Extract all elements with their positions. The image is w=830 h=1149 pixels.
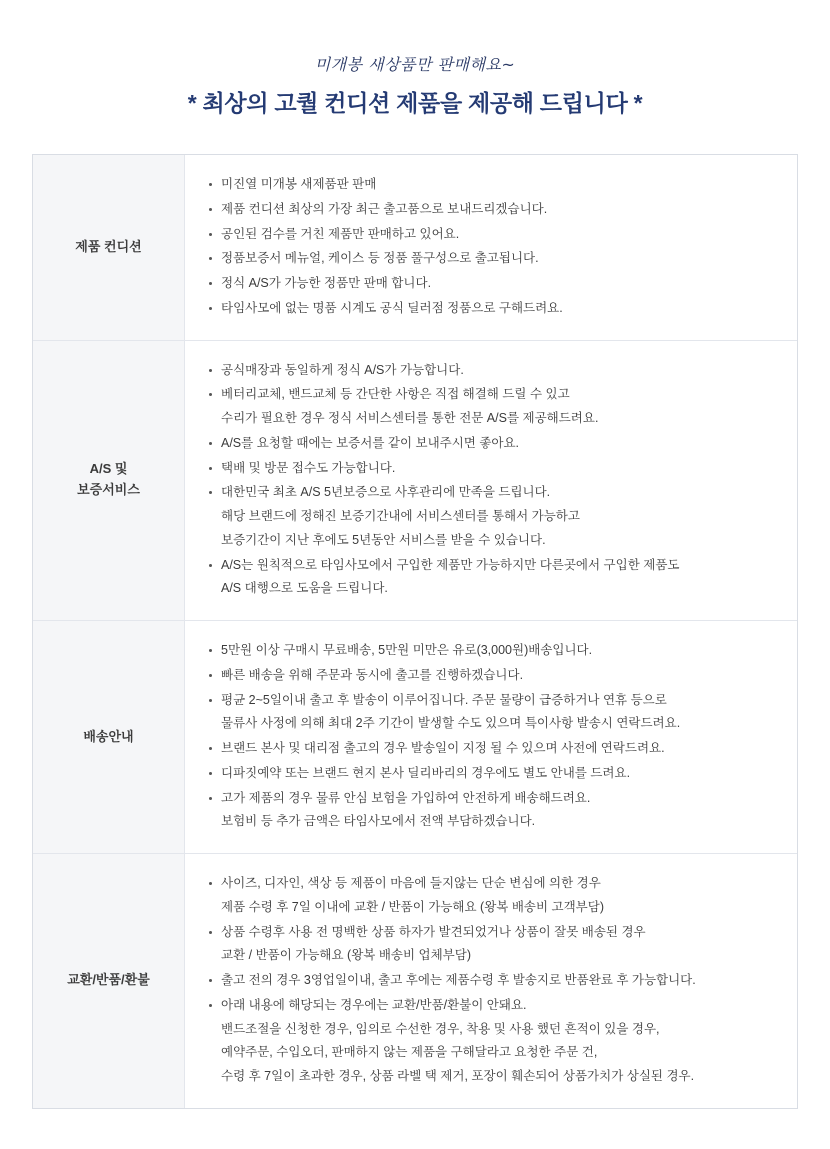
row-header-exchange-return-refund: 교환/반품/환불	[33, 854, 185, 1108]
list-item	[207, 737, 781, 761]
list-line: 밴드조절을 신청한 경우, 임의로 수선한 경우, 착용 및 사용 했던 흔적이 있을 경우,	[221, 1021, 660, 1036]
list-line: 베터리교체, 밴드교체 등 간단한 사항은 직접 해결해 드릴 수 있고	[221, 387, 570, 402]
list-line: A/S를 요청할 때에는 보증서를 같이 보내주시면 좋아요.	[221, 435, 520, 450]
list-line: 디파짓예약 또는 브랜드 현지 본사 딜리바리의 경우에도 별도 안내를 드려요.	[221, 765, 631, 780]
list-line: 수령 후 7일이 초과한 경우, 상품 라벨 택 제거, 포장이 훼손되어 상품가치가 상실된 경우.	[221, 1069, 695, 1083]
row-header-product-condition: 제품 컨디션	[33, 155, 185, 340]
bottom-spacer	[0, 1109, 830, 1149]
list-line: 예약주문, 수입오더, 판매하지 않는 제품을 구해달라고 요청한 주문 건,	[221, 1045, 598, 1060]
row-body-exchange-return-refund	[185, 854, 797, 1108]
list-line: A/S 대행으로 도움을 드립니다.	[221, 581, 388, 596]
list-item	[207, 272, 781, 296]
list-line: 해당 브랜드에 정해진 보증기간내에 서비스센터를 통해서 가능하고	[221, 509, 580, 523]
list-line: 제품 수령 후 7일 이내에 교환 / 반품이 가능해요 (왕복 배송비 고객부담)	[221, 899, 604, 914]
list-item	[207, 198, 781, 222]
list-item	[207, 432, 781, 456]
list-line: 평균 2~5일이내 출고 후 발송이 이루어집니다. 주문 물량이 급증하거나 연휴 등으로	[221, 692, 667, 707]
list-line: 타임사모에 없는 명품 시계도 공식 딜러점 정품으로 구해드려요.	[221, 300, 563, 315]
list-line: 수리가 필요한 경우 정식 서비스센터를 통한 전문 A/S를 제공해드려요.	[221, 411, 599, 425]
row-header-line: A/S 및	[89, 461, 128, 477]
list-item	[207, 457, 781, 481]
list-line: 출고 전의 경우 3영업일이내, 출고 후에는 제품수령 후 발송지로 반품완료 후 가능합니다.	[221, 973, 696, 987]
list-item	[207, 554, 781, 602]
row-body-as-warranty	[185, 341, 797, 621]
list-line: 보증기간이 지난 후에도 5년동안 서비스를 받을 수 있습니다.	[221, 532, 546, 547]
list-item	[207, 787, 781, 835]
bullet-list	[207, 639, 781, 834]
page-subtitle: 미개봉 새상품만 판매해요~	[314, 55, 516, 74]
row-header-as-warranty	[33, 341, 185, 621]
list-line: 물류사 사정에 의해 최대 2주 기간이 발생할 수도 있으며 특이사항 발송시 연락드려요.	[221, 716, 681, 731]
list-line: 사이즈, 디자인, 색상 등 제품이 마음에 들지않는 단순 변심에 의한 경우	[221, 876, 601, 890]
row-header-line: 보증서비스	[77, 482, 140, 498]
row-body-shipping	[185, 621, 797, 853]
list-line: 택배 및 방문 접수도 가능합니다.	[221, 460, 396, 475]
list-item	[207, 689, 781, 737]
list-item	[207, 762, 781, 786]
list-item	[207, 969, 781, 993]
list-item	[207, 639, 781, 663]
list-line: 아래 내용에 해당되는 경우에는 교환/반품/환불이 안돼요.	[221, 997, 527, 1012]
table-row	[33, 341, 797, 622]
list-item	[207, 994, 781, 1089]
list-line: 고가 제품의 경우 물류 안심 보험을 가입하여 안전하게 배송해드려요.	[221, 790, 591, 805]
list-line: 정품보증서 메뉴얼, 케이스 등 정품 풀구성으로 출고됩니다.	[221, 251, 539, 266]
list-item	[207, 359, 781, 383]
list-line: 대한민국 최초 A/S 5년보증으로 사후관리에 만족을 드립니다.	[221, 485, 551, 500]
list-line: A/S는 원칙적으로 타임사모에서 구입한 제품만 가능하지만 다른곳에서 구입한 제품도	[221, 557, 680, 572]
list-line: 정식 A/S가 가능한 정품만 판매 합니다.	[221, 276, 432, 290]
row-header-shipping: 배송안내	[33, 621, 185, 853]
list-line: 브랜드 본사 및 대리점 출고의 경우 발송일이 지정 될 수 있으며 사전에 연락드려요.	[221, 741, 665, 755]
list-item	[207, 921, 781, 969]
list-item	[207, 383, 781, 431]
list-item	[207, 664, 781, 688]
list-item	[207, 481, 781, 552]
policy-table	[32, 154, 798, 1109]
bullet-list	[207, 872, 781, 1089]
table-row	[33, 854, 797, 1108]
list-line: 보험비 등 추가 금액은 타임사모에서 전액 부담하겠습니다.	[221, 814, 536, 829]
table-row	[33, 155, 797, 341]
list-line: 공인된 검수를 거친 제품만 판매하고 있어요.	[221, 226, 460, 241]
list-item	[207, 247, 781, 271]
list-line: 제품 컨디션 최상의 가장 최근 출고품으로 보내드리겠습니다.	[221, 201, 548, 216]
list-line: 공식매장과 동일하게 정식 A/S가 가능합니다.	[221, 362, 464, 377]
list-line: 미진열 미개봉 새제품판 판매	[221, 177, 377, 191]
list-item	[207, 223, 781, 247]
bullet-list	[207, 359, 781, 602]
list-line: 교환 / 반품이 가능해요 (왕복 배송비 업체부담)	[221, 948, 471, 963]
list-item	[207, 297, 781, 321]
page-title: * 최상의 고퀄 컨디션 제품을 제공해 드립니다 *	[187, 90, 643, 116]
list-line: 빠른 배송을 위해 주문과 동시에 출고를 진행하겠습니다.	[221, 667, 524, 682]
list-line: 상품 수령후 사용 전 명백한 상품 하자가 발견되었거나 상품이 잘못 배송된 경우	[221, 924, 646, 939]
row-body-product-condition	[185, 155, 797, 340]
bullet-list	[207, 173, 781, 321]
table-row	[33, 621, 797, 854]
list-item	[207, 872, 781, 920]
page-header	[0, 0, 830, 118]
list-line: 5만원 이상 구매시 무료배송, 5만원 미만은 유로(3,000원)배송입니다.	[221, 643, 593, 657]
list-item	[207, 173, 781, 197]
